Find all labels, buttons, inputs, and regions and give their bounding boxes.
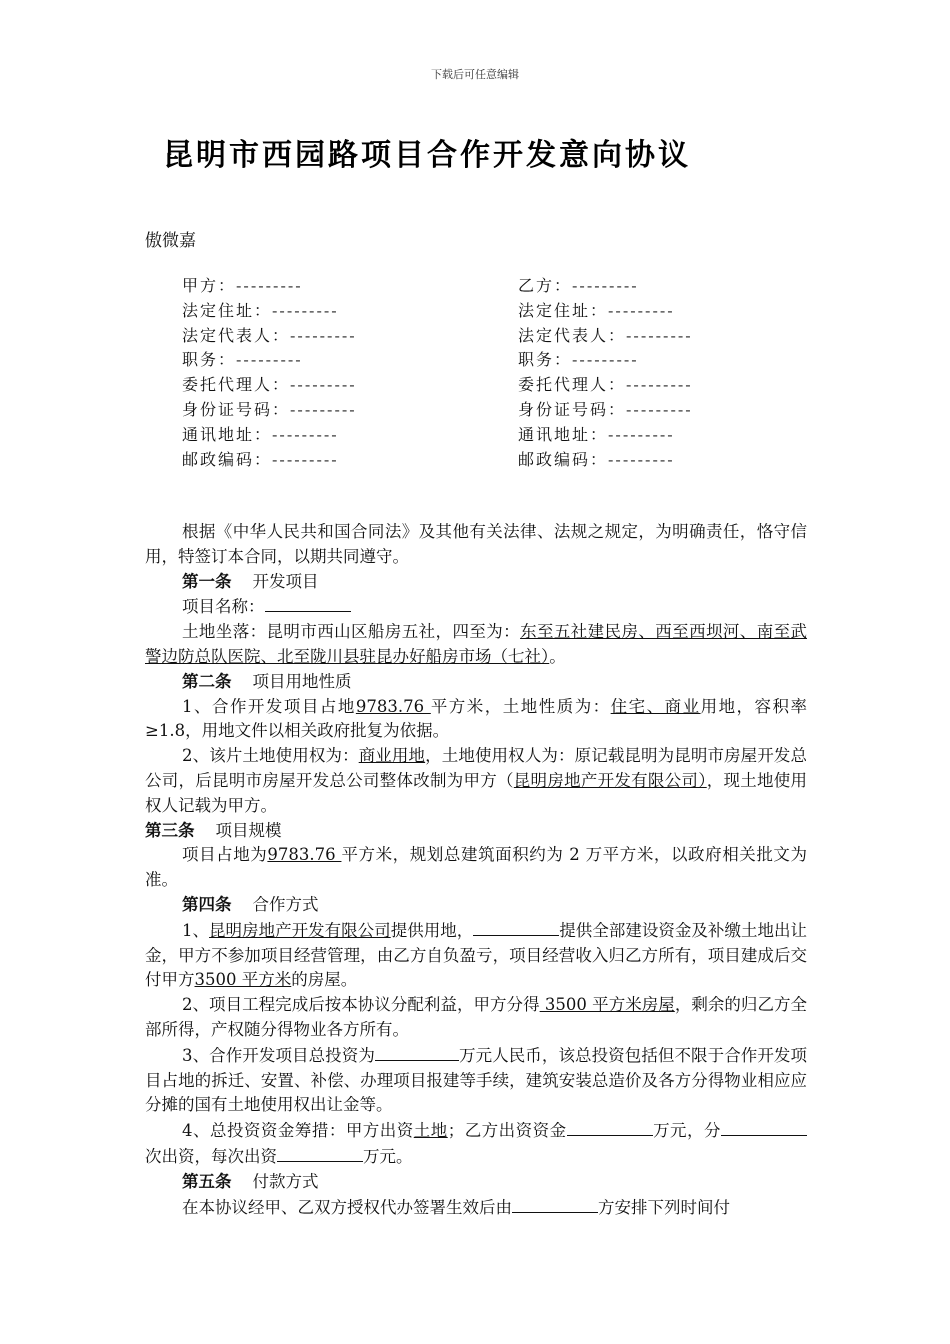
text-run: 2、项目工程完成后按本协议分配利益，甲方分得 — [182, 995, 540, 1015]
text-run: 提供用地， — [390, 920, 474, 940]
blank-dash: --------- — [626, 325, 693, 345]
text-run: 土地坐落：昆明市西山区船房五社，四至为： — [182, 622, 521, 642]
author-name: 傲微嘉 — [145, 231, 196, 251]
text-run: 3、合作开发项目总投资为 — [182, 1045, 375, 1065]
blank-dash: --------- — [290, 325, 357, 345]
article-2-clause-2 — [145, 744, 807, 818]
text-run: 平方米，规划总建筑面积约为 2 万平方米，以政府相关批文为准。 — [145, 845, 807, 890]
contract-body — [145, 520, 807, 1220]
blank-dash: --------- — [626, 399, 693, 419]
article-title: 开发项目 — [252, 571, 319, 591]
party-a-label: 邮政编码： — [182, 449, 273, 469]
article-4-clause-3 — [145, 1043, 807, 1118]
blank-dash: --------- — [272, 449, 339, 469]
party-b-label: 法定代表人： — [518, 325, 627, 345]
text-run: 2、该片土地使用权为： — [182, 746, 359, 766]
header-note: 下载后可任意编辑 — [431, 68, 519, 81]
party-row — [182, 348, 802, 373]
article-title: 项目规模 — [215, 820, 282, 840]
party-b-label: 乙方： — [518, 276, 573, 295]
fill-blank — [375, 1043, 459, 1061]
article-5-paragraph — [145, 1195, 807, 1221]
area-value: 3500 平方米房屋 — [539, 995, 675, 1015]
fill-blank — [567, 1118, 653, 1136]
party-b-label: 邮政编码： — [518, 449, 609, 469]
party-row — [182, 299, 802, 324]
text-run: 万元。 — [363, 1146, 413, 1166]
land-location-paragraph — [145, 620, 807, 670]
article-4-clause-4 — [145, 1118, 807, 1170]
company-name: 昆明房地产开发有限公司 — [209, 920, 391, 940]
article-5-heading — [145, 1170, 807, 1195]
text-run: ，剩余的归乙方全部所得，产权随分得物业各方所有。 — [145, 995, 808, 1039]
text-run: 次出资，每次出资 — [145, 1146, 277, 1166]
article-1-heading — [145, 570, 807, 595]
text-run: 万元人民币，该总投资包括但不限于合作开发项目占地的拆迁、安置、补偿、办理项目报建等手续，建筑安装总造价及各方分得物业相应应分摊的国有土地使用权出让金等。 — [145, 1045, 808, 1115]
party-row — [182, 398, 802, 423]
party-a-label: 法定住址： — [182, 300, 273, 320]
text-run: ，土地使用权人为：原记载昆明为昆明市房屋开发总公司，后昆明市房屋开发总公司整体改制为甲方（ — [145, 746, 808, 790]
article-4-clause-2 — [145, 993, 807, 1043]
land-area-value: 9783.76 — [355, 696, 431, 716]
article-4-clause-1 — [145, 918, 807, 993]
project-name-blank — [265, 594, 351, 612]
article-number: 第四条 — [182, 894, 232, 914]
text-run: 平方米，土地性质为： — [430, 696, 611, 716]
area-value: 3500 平方米 — [194, 970, 292, 990]
project-name-label: 项目名称： — [182, 597, 265, 617]
text-run: 项目占地为 — [182, 845, 268, 865]
party-a-label: 法定代表人： — [182, 325, 291, 345]
text-run: 方安排下列时间付 — [598, 1197, 730, 1217]
parties-block — [182, 274, 802, 472]
blank-dash: --------- — [608, 449, 675, 469]
text-run: 的房屋。 — [291, 970, 358, 990]
land-nature-value: 住宅、商业 — [610, 696, 701, 716]
blank-dash: --------- — [236, 350, 303, 370]
land-area-value: 9783.76 — [267, 845, 342, 865]
project-name-line — [145, 594, 807, 620]
text-run: ，现土地使用权人记载为甲方。 — [145, 770, 808, 815]
party-row — [182, 274, 802, 299]
company-name: 昆明房地产开发有限公司） — [513, 770, 707, 790]
land-use-right-value: 商业用地 — [358, 746, 426, 766]
party-b-label: 身份证号码： — [518, 399, 627, 419]
land-boundaries: 东至五社建民房、西至西坝河、南至武警边防总队医院、北至陇川县驻昆办好船房市场（七社） — [145, 622, 808, 666]
article-number: 第五条 — [182, 1171, 232, 1191]
blank-dash: --------- — [608, 424, 675, 444]
party-a-label: 职务： — [182, 350, 237, 370]
article-title: 合作方式 — [252, 894, 319, 914]
blank-dash: --------- — [272, 300, 339, 320]
blank-dash: --------- — [572, 276, 639, 295]
article-number: 第一条 — [182, 571, 232, 591]
party-b-label: 职务： — [518, 350, 573, 370]
text-run: 1、 — [182, 920, 210, 940]
article-title: 付款方式 — [252, 1171, 319, 1191]
party-a-label: 通讯地址： — [182, 424, 273, 444]
article-3-paragraph — [145, 843, 807, 893]
article-number: 第二条 — [182, 671, 232, 691]
text-run: 提供全部建设资金及补缴土地出让金，甲方不参加项目经营管理，由乙方自负盈亏，项目经营收入归乙方所有，项目建成后交付甲方 — [145, 920, 808, 990]
blank-dash: --------- — [572, 350, 639, 370]
article-number: 第三条 — [145, 820, 195, 840]
party-row — [182, 324, 802, 349]
text-run: 1、合作开发项目占地 — [182, 696, 356, 716]
blank-dash: --------- — [626, 375, 693, 395]
party-a-label: 委托代理人： — [182, 375, 291, 395]
blank-dash: --------- — [236, 276, 303, 295]
party-row — [182, 448, 802, 473]
party-a-label: 身份证号码： — [182, 399, 291, 419]
contribution-value: 土地 — [413, 1121, 448, 1141]
preamble-paragraph: 根据《中华人民共和国合同法》及其他有关法律、法规之规定，为明确责任，恪守信用，特签订本合同，以期共同遵守。 — [145, 522, 807, 566]
party-b-label: 法定住址： — [518, 300, 609, 320]
party-a-label: 甲方： — [182, 276, 237, 295]
document-title: 昆明市西园路项目合作开发意向协议 — [163, 138, 691, 173]
text-run: ；乙方出资资金 — [447, 1121, 567, 1141]
article-title: 项目用地性质 — [252, 671, 352, 691]
article-2-clause-1 — [145, 695, 807, 745]
article-2-heading — [145, 670, 807, 695]
blank-dash: --------- — [290, 375, 357, 395]
text-run: 万元，分 — [652, 1121, 722, 1141]
party-b-label: 通讯地址： — [518, 424, 609, 444]
article-4-heading — [145, 893, 807, 918]
blank-dash: --------- — [608, 300, 675, 320]
party-b-label: 委托代理人： — [518, 375, 627, 395]
party-row — [182, 423, 802, 448]
fill-blank — [473, 918, 559, 936]
blank-dash: --------- — [272, 424, 339, 444]
fill-blank — [721, 1118, 807, 1136]
text-run: 用地，容积率≥1.8，用地文件以相关政府批复为依据。 — [145, 696, 807, 741]
text-run: 4、总投资资金筹措：甲方出资 — [182, 1121, 414, 1141]
fill-blank — [277, 1144, 363, 1162]
blank-dash: --------- — [290, 399, 357, 419]
text-run: 在本协议经甲、乙双方授权代办签署生效后由 — [182, 1197, 512, 1217]
fill-blank — [512, 1195, 598, 1213]
party-row — [182, 373, 802, 398]
article-3-heading — [145, 819, 807, 844]
text-run: 。 — [549, 646, 566, 666]
